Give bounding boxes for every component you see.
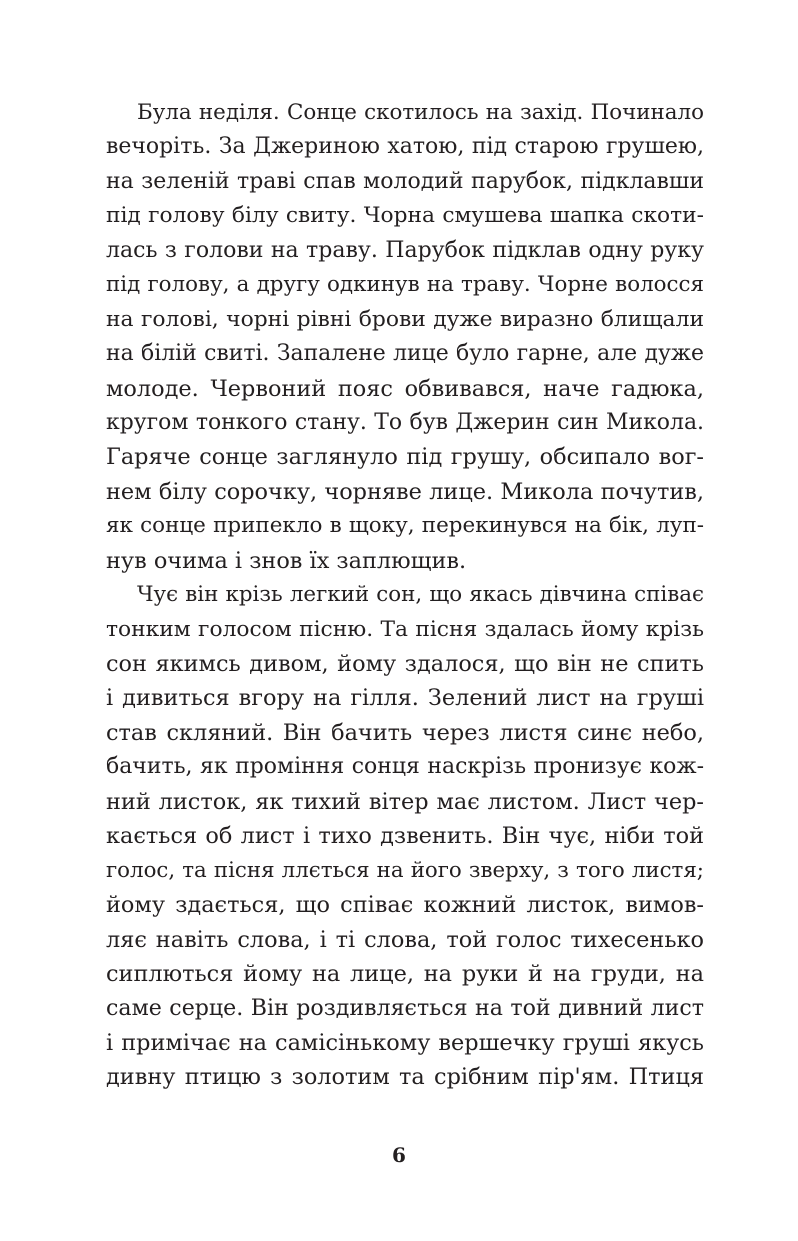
- text-line: Гаряче сонце заглянуло під грушу, обсипало вог-: [106, 444, 704, 471]
- text-line: кругом тонкого стану. То був Джерин син Микола.: [106, 409, 704, 435]
- text-line: дивну птицю з золотим та срібним пір'ям. Птиця: [106, 1064, 704, 1091]
- text-line: став скляний. Він бачить через листя синє небо,: [106, 719, 704, 746]
- text-line: йому здається, що співає кожний листок, вимов-: [106, 892, 704, 919]
- text-line: молоде. Червоний пояс обвивався, наче гадюка,: [106, 375, 704, 402]
- text-line: на білій свиті. Запалене лице було гарне, але дуже: [106, 341, 704, 367]
- paragraph-2: [106, 578, 704, 1095]
- body-text: [106, 96, 704, 1095]
- text-line: тонким голосом пісню. Та пісня здалась йому крізь: [106, 616, 704, 642]
- text-line: під голову, а другу одкинув на траву. Чорне волосся: [106, 272, 704, 298]
- text-line: на голові, чорні рівні брови дуже виразно блищали: [106, 306, 704, 332]
- text-line: Була неділя. Сонце скотилось на захід. Починало: [137, 100, 704, 125]
- text-line: голос, та пісня ллється на його зверху, з того листя;: [106, 857, 704, 883]
- text-line: ляє навіть слова, і ті слова, той голос тихесенько: [106, 926, 704, 953]
- text-line: кається об лист і тихо дзвенить. Він чує, ніби той: [106, 823, 704, 850]
- text-line: саме серце. Він роздивляється на той дивний лист: [106, 995, 704, 1022]
- text-line: сон якимсь дивом, йому здалося, що він не спить: [106, 651, 704, 677]
- text-line: на зеленій траві спав молодий парубок, підклавши: [106, 168, 704, 194]
- text-line: вечоріть. За Джериною хатою, під старою грушею,: [106, 134, 704, 160]
- text-line: лась з голови на траву. Парубок підклав одну руку: [106, 237, 704, 263]
- text-line: і дивиться вгору на гілля. Зелений лист на груші: [106, 685, 704, 712]
- text-line: бачить, як проміння сонця наскрізь пронизує кож-: [106, 754, 704, 780]
- text-line: нув очима і знов їх заплющив.: [106, 547, 467, 574]
- text-line: під голову білу свиту. Чорна смушева шапка скоти-: [106, 203, 704, 229]
- text-line: нем білу сорочку, чорняве лице. Микола почутив,: [106, 478, 704, 505]
- text-line: сиплються йому на лице, на руки й на груди, на: [106, 960, 704, 987]
- text-line: ний листок, як тихий вітер має листом. Лист чер-: [106, 788, 704, 815]
- text-line: Чує він крізь легкий сон, що якась дівчина співає: [137, 582, 704, 608]
- text-line: і примічає на самісінькому вершечку груші якусь: [106, 1029, 704, 1056]
- paragraph-1: [106, 96, 704, 578]
- text-line: як сонце припекло в щоку, перекинувся на бік, луп-: [106, 513, 704, 539]
- page-number: 6: [392, 1143, 406, 1167]
